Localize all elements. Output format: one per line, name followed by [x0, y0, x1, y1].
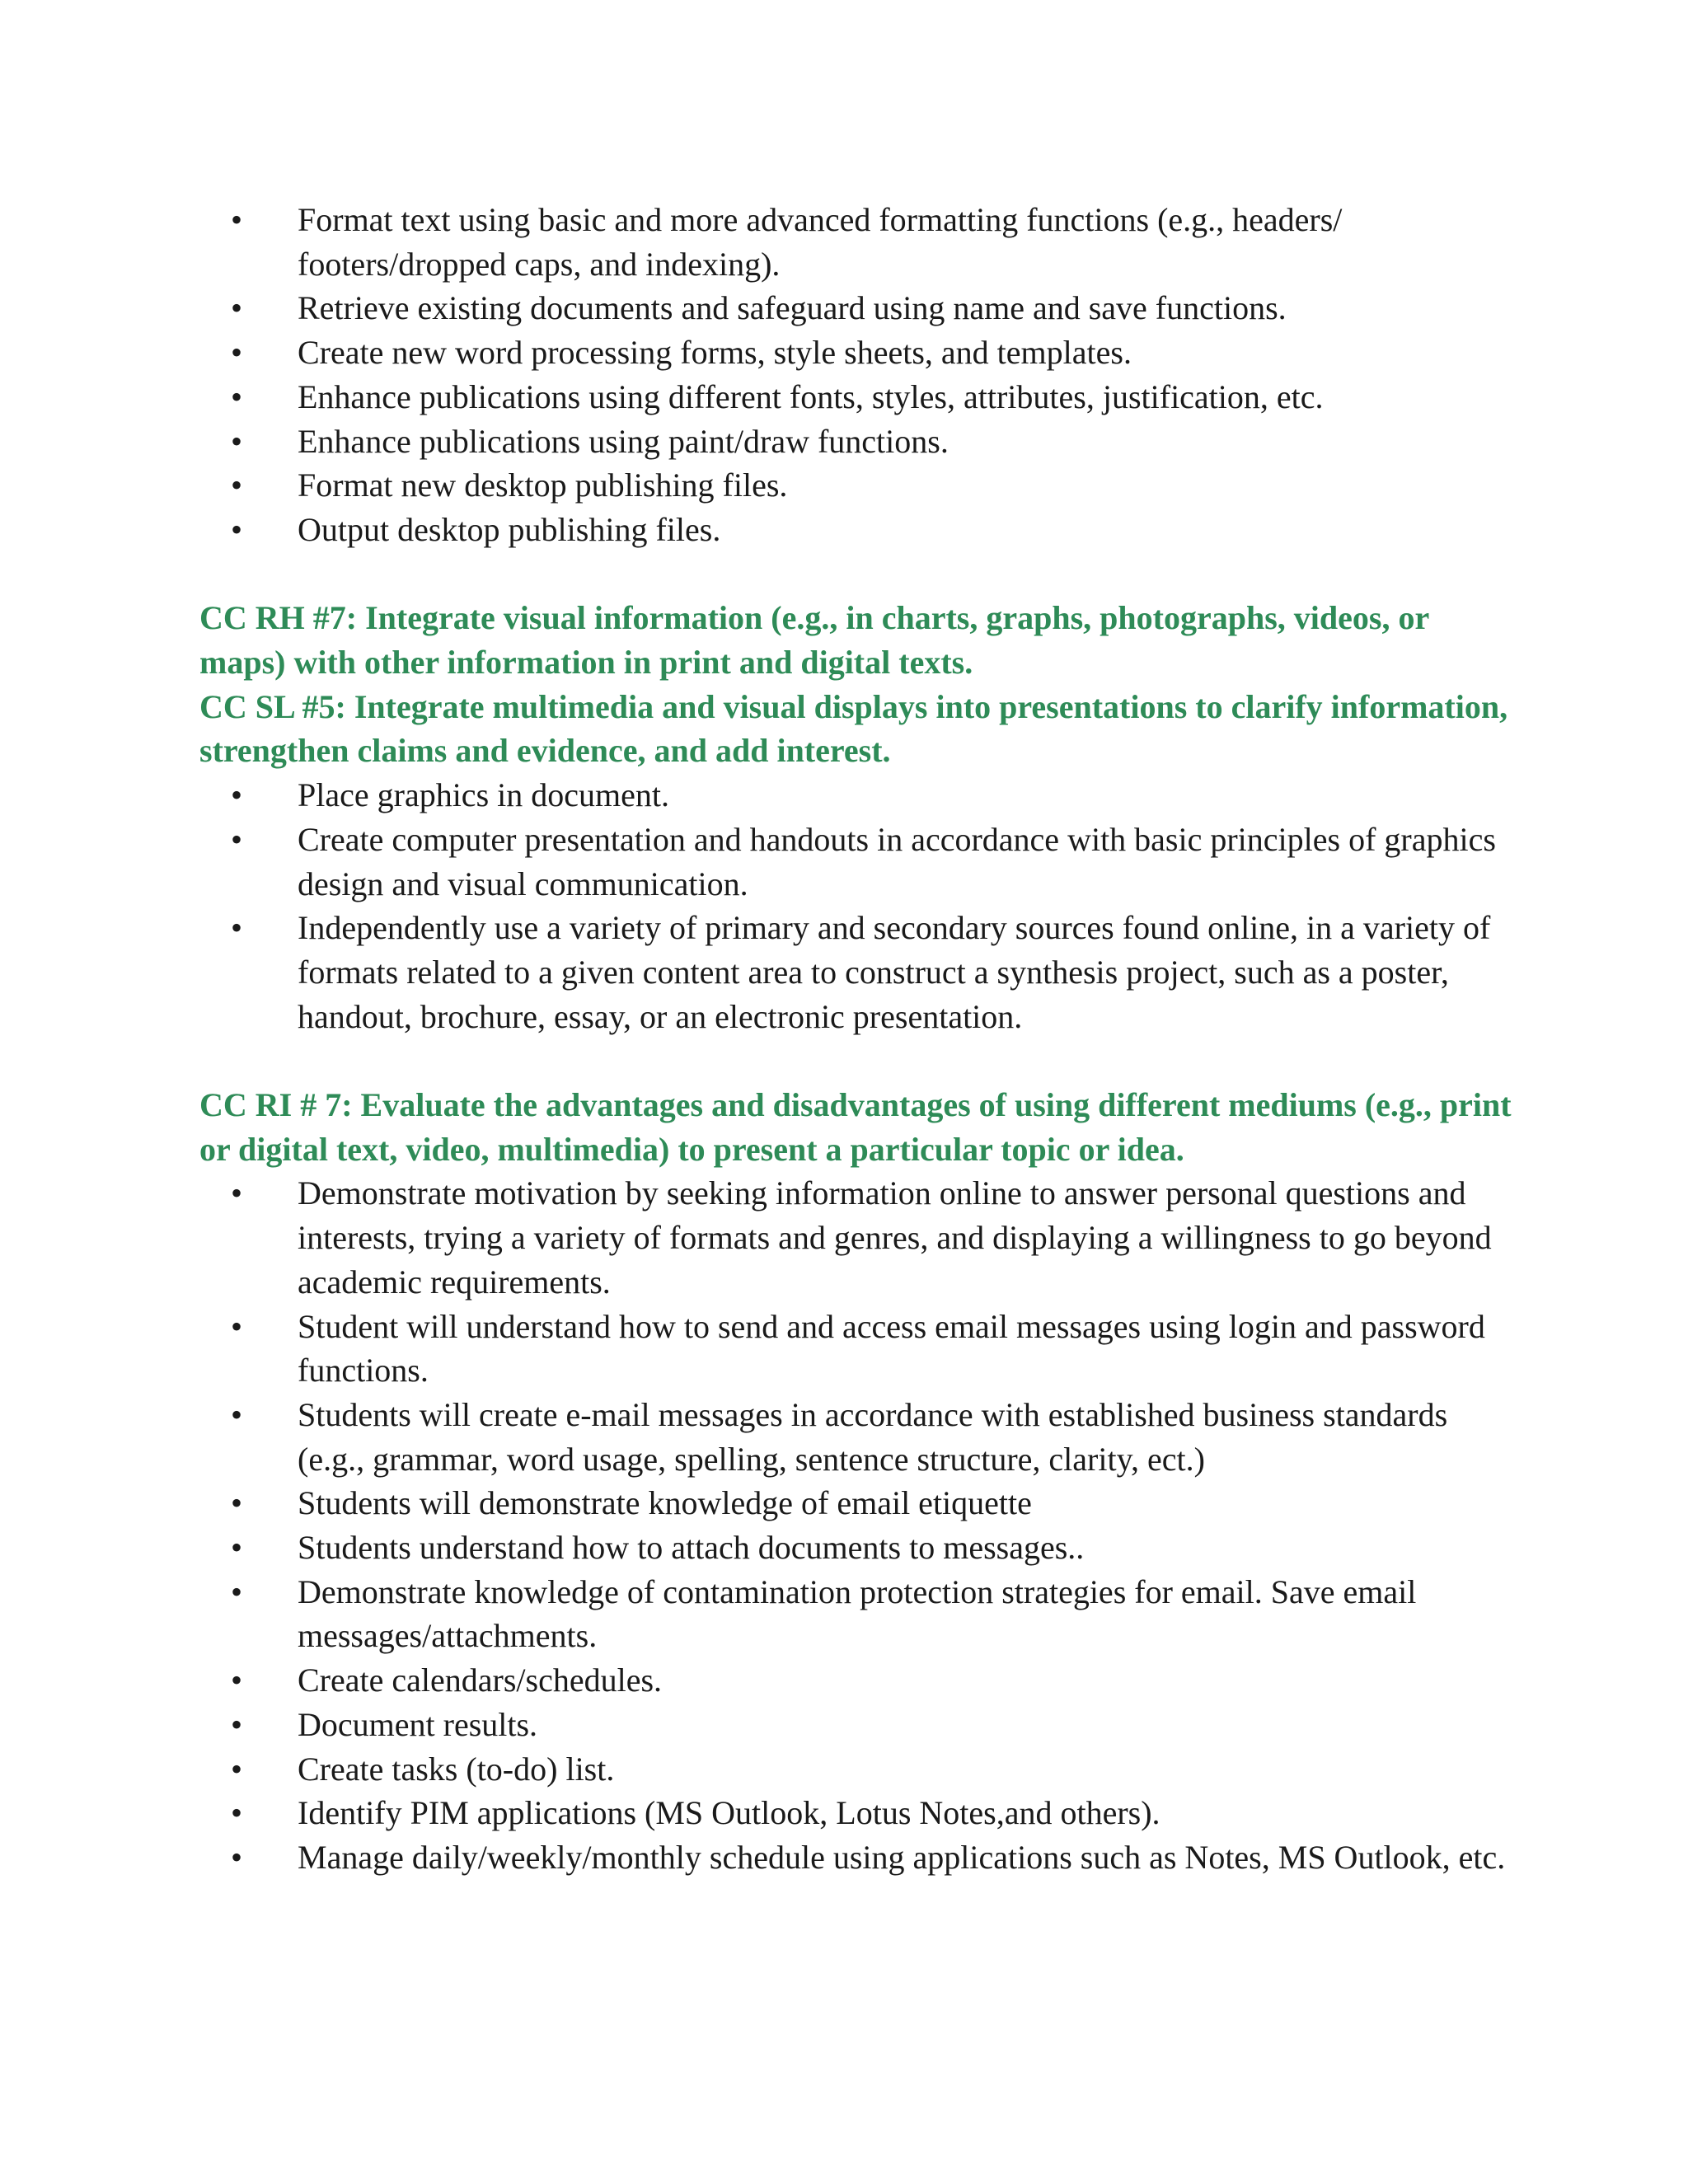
bullet-icon: • [231, 334, 243, 372]
list-item [199, 419, 1518, 464]
bullet-icon: • [231, 1484, 243, 1522]
bullet-icon: • [231, 1529, 243, 1567]
bullet-icon: • [231, 422, 243, 460]
standard-heading-sl5: CC SL #5: Integrate multimedia and visual displays into presentations to clarify information, strengthen claims and evidence, and add interest. [199, 687, 1508, 770]
section1-bullet-list [199, 198, 1518, 552]
list-item-text: Create new word processing forms, style sheets, and templates. [298, 334, 1132, 372]
bullet-icon: • [231, 1661, 243, 1699]
list-item-text: Create calendars/schedules. [298, 1661, 663, 1699]
bullet-icon: • [231, 909, 243, 947]
bullet-icon: • [231, 510, 243, 548]
list-item [199, 818, 1518, 906]
list-item-text: Document results. [298, 1705, 538, 1743]
list-item [199, 1171, 1518, 1304]
standard-heading-ri7: CC RI # 7: Evaluate the advantages and disadvantages of using different mediums (e.g., print or digital text, video, multimedia) to present a particular topic or idea. [199, 1086, 1512, 1168]
bullet-icon: • [231, 1174, 243, 1212]
list-item [199, 1791, 1518, 1835]
list-item-text: Independently use a variety of primary and secondary sources found online, in a variety of formats related to a given content area to construct a synthesis project, such as a poster, handout, brochure, essay, or an electronic presentation. [298, 909, 1491, 1035]
list-item [199, 1570, 1518, 1658]
list-item-text: Place graphics in document. [298, 776, 669, 814]
bullet-icon: • [231, 289, 243, 327]
list-item-text: Output desktop publishing files. [298, 510, 721, 548]
section2-bullet-list [199, 773, 1518, 1038]
list-item-text: Students will create e-mail messages in accordance with established business standards (e.g., grammar, word usage, spelling, sentence structure, clarity, ect.) [298, 1395, 1448, 1478]
list-item-text: Identify PIM applications (MS Outlook, Lotus Notes,and others). [298, 1794, 1160, 1832]
bullet-icon: • [231, 1395, 243, 1433]
list-item-text: Create tasks (to-do) list. [298, 1750, 615, 1788]
list-item-text: Demonstrate knowledge of contamination protection strategies for email. Save email messages/attachments. [298, 1572, 1417, 1655]
section2-standards [199, 596, 1518, 773]
list-item-text: Format new desktop publishing files. [298, 466, 788, 504]
list-item-text: Retrieve existing documents and safeguard using name and save functions. [298, 289, 1287, 327]
list-item [199, 286, 1518, 330]
list-item [199, 1835, 1518, 1880]
list-item-text: Format text using basic and more advanced formatting functions (e.g., headers/ footers/dropped caps, and indexing). [298, 201, 1343, 283]
bullet-icon: • [231, 1572, 243, 1610]
list-item [199, 1305, 1518, 1393]
list-item-text: Students will demonstrate knowledge of email etiquette [298, 1484, 1032, 1522]
list-item [199, 1658, 1518, 1703]
bullet-icon: • [231, 820, 243, 858]
bullet-icon: • [231, 776, 243, 814]
list-item [199, 906, 1518, 1038]
list-item-text: Enhance publications using paint/draw functions. [298, 422, 949, 460]
list-item-text: Manage daily/weekly/monthly schedule using applications such as Notes, MS Outlook, etc. [298, 1838, 1506, 1876]
list-item [199, 773, 1518, 818]
list-item [199, 1481, 1518, 1526]
list-item [199, 508, 1518, 552]
bullet-icon: • [231, 1750, 243, 1788]
bullet-icon: • [231, 1838, 243, 1876]
list-item [199, 1747, 1518, 1792]
list-item-text: Enhance publications using different fonts, styles, attributes, justification, etc. [298, 377, 1324, 415]
bullet-icon: • [231, 1705, 243, 1743]
list-item [199, 198, 1518, 286]
bullet-icon: • [231, 1307, 243, 1345]
section3-bullet-list [199, 1171, 1518, 1879]
bullet-icon: • [231, 1794, 243, 1832]
list-item [199, 463, 1518, 508]
document-body [199, 198, 1518, 1880]
paragraph-spacer [199, 552, 1518, 597]
bullet-icon: • [231, 377, 243, 415]
bullet-icon: • [231, 466, 243, 504]
list-item [199, 330, 1518, 375]
list-item [199, 1703, 1518, 1747]
list-item-text: Student will understand how to send and access email messages using login and password functions. [298, 1307, 1485, 1390]
list-item-text: Create computer presentation and handouts in accordance with basic principles of graphics design and visual communication. [298, 820, 1496, 902]
list-item [199, 1393, 1518, 1481]
list-item-text: Demonstrate motivation by seeking information online to answer personal questions and interests, trying a variety of formats and genres, and displaying a willingness to go beyond academic requirements. [298, 1174, 1492, 1301]
list-item [199, 375, 1518, 419]
bullet-icon: • [231, 201, 243, 238]
standard-heading-rh7: CC RH #7: Integrate visual information (e.g., in charts, graphs, photographs, videos, or maps) with other information in print and digital texts. [199, 599, 1429, 682]
section3-standards [199, 1083, 1518, 1171]
list-item-text: Students understand how to attach documents to messages.. [298, 1529, 1085, 1567]
list-item [199, 1526, 1518, 1570]
paragraph-spacer [199, 1038, 1518, 1083]
